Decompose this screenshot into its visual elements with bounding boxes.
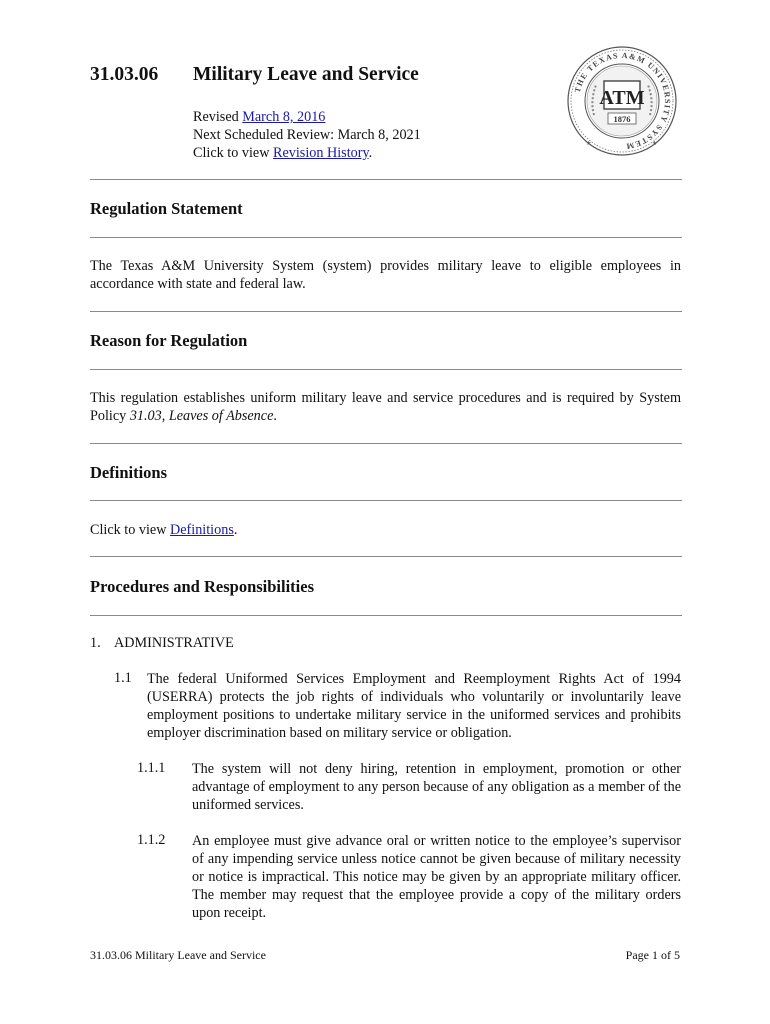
section-divider [90, 311, 682, 312]
section-divider [90, 369, 682, 370]
seal-monogram: ATM [599, 87, 645, 109]
reason-text-main: This regulation establishes uniform military leave and service procedures and is required by System Policy [90, 390, 681, 424]
page-title: Military Leave and Service [193, 64, 419, 85]
section-divider [90, 556, 682, 557]
page-number: Page 1 of 5 [625, 948, 680, 962]
clause-text: An employee must give advance oral or written notice to the employee’s supervisor of any impending service unless notice cannot be given because of military necessity or notice is impractical. This notice may be given by an appropriate military officer. The member may request that the employee provide a copy of the military orders upon receipt. [192, 833, 681, 921]
definitions-prefix: Click to view [90, 522, 170, 538]
revision-history-link[interactable]: Revision History [273, 145, 369, 161]
university-seal-icon [566, 45, 678, 157]
regulation-statement-text: The Texas A&M University System (system) provides military leave to eligible employees in accordance with state and federal law. [90, 258, 681, 292]
section-divider [90, 443, 682, 444]
seal-ring-text: THE TEXAS A&M UNIVERSITY SYSTEM [572, 50, 673, 152]
clause-number: 1.1.2 [137, 832, 166, 848]
svg-text:★: ★ [652, 141, 658, 147]
revised-line [193, 108, 325, 126]
item-label: ADMINISTRATIVE [114, 635, 234, 651]
clause-number: 1.1.1 [137, 760, 166, 776]
definitions-heading: Definitions [90, 463, 168, 482]
section-divider [90, 615, 682, 616]
policy-reference: 31.03, Leaves of Absence [129, 408, 274, 424]
definitions-link[interactable]: Definitions [170, 522, 234, 538]
reason-text [90, 389, 681, 425]
clause-text: The system will not deny hiring, retention in employment, promotion or other advantage of employment to any person because of any obligation as a member of the uniformed services. [192, 761, 681, 813]
section-divider [90, 237, 682, 238]
section-divider [90, 500, 682, 501]
history-suffix: . [368, 145, 373, 161]
seal-year: 1876 [613, 114, 631, 124]
item-number: 1. [90, 635, 101, 651]
section-divider [90, 179, 682, 180]
revision-history-line [193, 144, 372, 162]
definitions-suffix: . [233, 522, 238, 538]
definitions-line [90, 521, 681, 539]
procedures-heading: Procedures and Responsibilities [90, 577, 314, 596]
next-review-line: Next Scheduled Review: March 8, 2021 [193, 127, 421, 143]
svg-text:★: ★ [586, 141, 592, 147]
revised-date-link[interactable]: March 8, 2016 [242, 109, 326, 125]
reason-heading: Reason for Regulation [90, 331, 248, 350]
regulation-number: 31.03.06 [90, 64, 159, 85]
history-prefix: Click to view [193, 145, 273, 161]
regulation-statement-heading: Regulation Statement [90, 199, 243, 218]
reason-text-end: . [273, 408, 277, 424]
subsection-text: The federal Uniformed Services Employment and Reemployment Rights Act of 1994 (USERRA) protects the job rights of individuals who voluntarily or involuntarily leave employment positions to undertake military service in the uniformed services and prohibits employer discrimination based on military service or obligation. [147, 671, 681, 741]
subsection-number: 1.1 [114, 670, 132, 686]
footer-title: 31.03.06 Military Leave and Service [90, 948, 266, 962]
revised-label: Revised [193, 109, 243, 125]
